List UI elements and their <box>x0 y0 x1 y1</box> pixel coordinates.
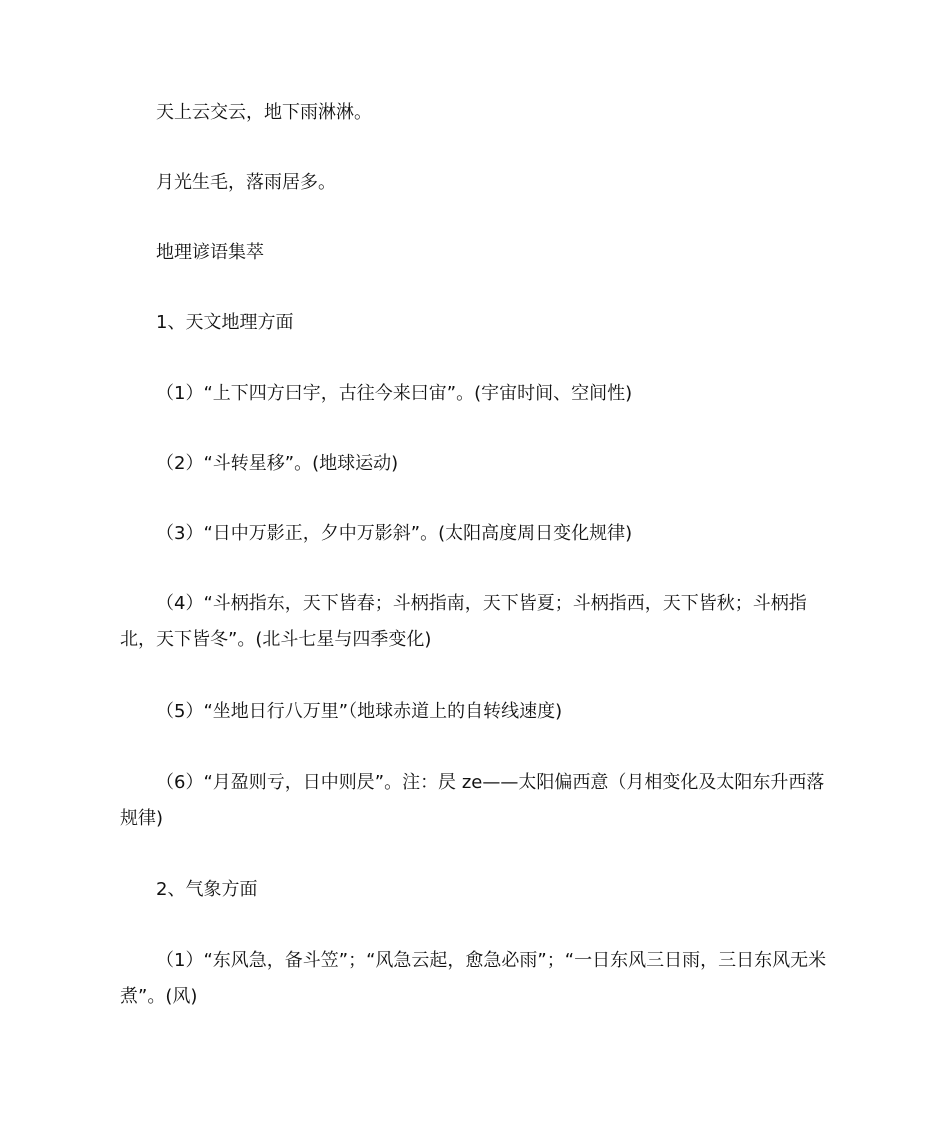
section-title: 地理谚语集萃 <box>156 242 264 263</box>
paragraph-proverb-clouds: 天上云交云，地下雨淋淋。 <box>156 102 372 123</box>
list-item: （1）“东风急，备斗笠”；“风急云起，愈急必雨”；“一日东风三日雨，三日东风无米煮”。(风) <box>120 950 827 1007</box>
heading-astronomy: 1、天文地理方面 <box>156 312 294 333</box>
list-item: （1）“上下四方曰宇，古往今来曰宙”。(宇宙时间、空间性) <box>156 383 633 404</box>
list-item: （4）“斗柄指东，天下皆春；斗柄指南，天下皆夏；斗柄指西，天下皆秋；斗柄指北，天下皆冬”。(北斗七星与四季变化) <box>120 593 807 650</box>
paragraph-proverb-moon: 月光生毛，落雨居多。 <box>156 172 336 193</box>
heading-meteorology: 2、气象方面 <box>156 879 258 900</box>
list-item: （3）“日中万影正，夕中万影斜”。(太阳高度周日变化规律) <box>156 523 633 544</box>
list-item: （6）“月盈则亏，日中则昃”。注：昃 ze——太阳偏西意（月相变化及太阳东升西落规律) <box>120 772 825 829</box>
list-item: （2）“斗转星移”。(地球运动) <box>156 453 399 474</box>
list-item: （5）“坐地日行八万里”（地球赤道上的自转线速度) <box>156 701 563 722</box>
